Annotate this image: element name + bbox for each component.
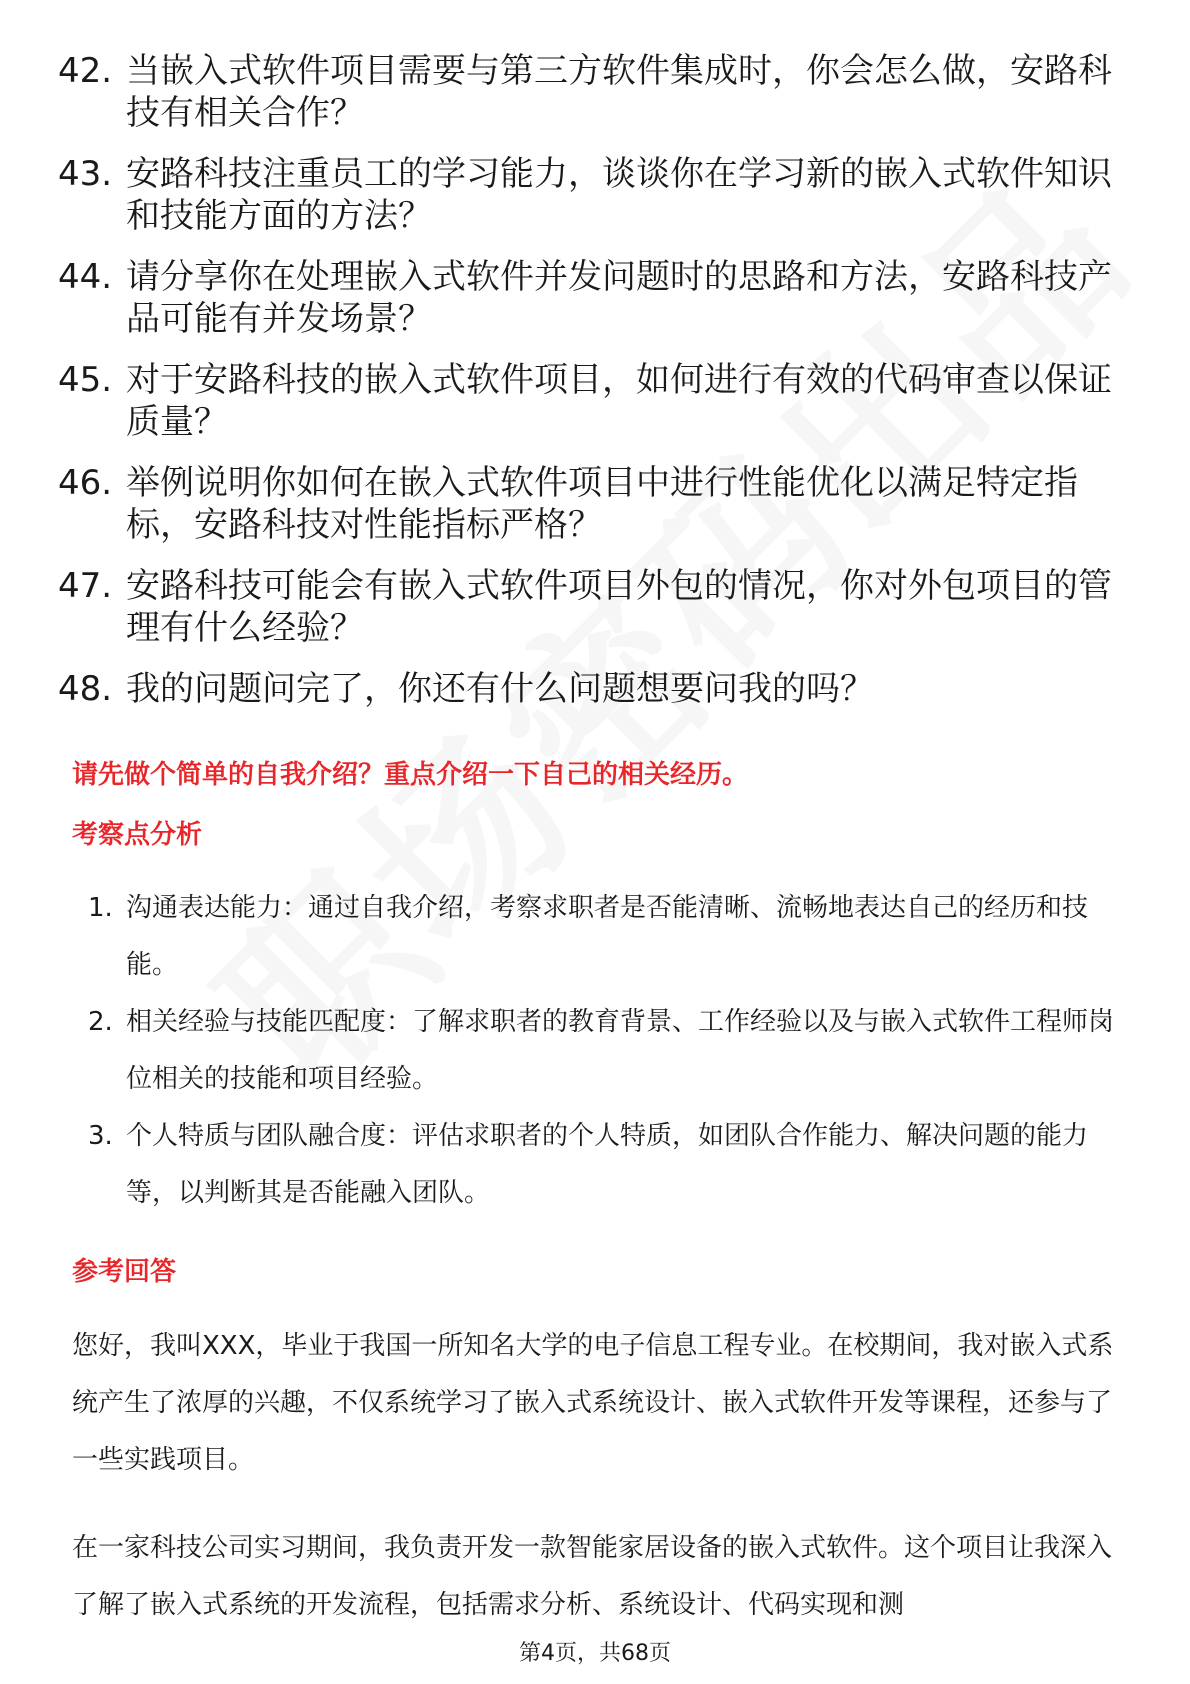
question-item xyxy=(58,256,1118,340)
analysis-list xyxy=(88,880,1128,1222)
question-text: 举例说明你如何在嵌入式软件项目中进行性能优化以满足特定指标，安路科技对性能指标严格？ xyxy=(126,463,1078,545)
answer-paragraph: 您好，我叫XXX，毕业于我国一所知名大学的电子信息工程专业。在校期间，我对嵌入式系统产生了浓厚的兴趣，不仅系统学习了嵌入式系统设计、嵌入式软件开发等课程，还参与了一些实践项目。 xyxy=(72,1331,1114,1475)
question-text: 我的问题问完了，你还有什么问题想要问我的吗？ xyxy=(126,669,874,709)
question-item xyxy=(58,462,1118,546)
question-item xyxy=(58,50,1118,134)
question-item xyxy=(58,565,1118,649)
question-text: 安路科技注重员工的学习能力，谈谈你在学习新的嵌入式软件知识和技能方面的方法？ xyxy=(126,154,1112,236)
analysis-number: 2. xyxy=(88,1007,113,1037)
analysis-item xyxy=(88,994,1128,1108)
question-number: 48. xyxy=(58,669,113,709)
question-text: 安路科技可能会有嵌入式软件项目外包的情况，你对外包项目的管理有什么经验？ xyxy=(126,566,1112,648)
question-item xyxy=(58,359,1118,443)
question-number: 47. xyxy=(58,566,113,606)
analysis-text: 个人特质与团队融合度：评估求职者的个人特质，如团队合作能力、解决问题的能力等，以判断其是否能融入团队。 xyxy=(126,1121,1089,1208)
question-number: 46. xyxy=(58,463,113,503)
question-number: 42. xyxy=(58,51,113,91)
analysis-text: 沟通表达能力：通过自我介绍，考察求职者是否能清晰、流畅地表达自己的经历和技能。 xyxy=(126,893,1089,980)
section-question-heading: 请先做个简单的自我介绍？重点介绍一下自己的相关经历。 xyxy=(72,760,749,790)
question-text: 请分享你在处理嵌入式软件并发问题时的思路和方法，安路科技产品可能有并发场景？ xyxy=(126,257,1112,339)
analysis-number: 3. xyxy=(88,1121,113,1151)
answer-paragraph: 在一家科技公司实习期间，我负责开发一款智能家居设备的嵌入式软件。这个项目让我深入了解了嵌入式系统的开发流程，包括需求分析、系统设计、代码实现和测 xyxy=(72,1533,1113,1620)
question-number: 45. xyxy=(58,360,113,400)
analysis-item xyxy=(88,1108,1128,1222)
answer-heading: 参考回答 xyxy=(72,1257,177,1287)
analysis-heading: 考察点分析 xyxy=(72,820,203,850)
analysis-text: 相关经验与技能匹配度：了解求职者的教育背景、工作经验以及与嵌入式软件工程师岗位相关的技能和项目经验。 xyxy=(126,1007,1115,1094)
question-text: 对于安路科技的嵌入式软件项目，如何进行有效的代码审查以保证质量？ xyxy=(126,360,1112,442)
question-number: 43. xyxy=(58,154,113,194)
analysis-number: 1. xyxy=(88,893,113,923)
question-number: 44. xyxy=(58,257,113,297)
question-item xyxy=(58,153,1118,237)
analysis-item xyxy=(88,880,1128,994)
question-text: 当嵌入式软件项目需要与第三方软件集成时，你会怎么做，安路科技有相关合作？ xyxy=(126,51,1112,133)
question-list xyxy=(58,50,1118,729)
page-footer: 第4页，共68页 xyxy=(519,1641,671,1666)
question-item xyxy=(58,668,1118,710)
